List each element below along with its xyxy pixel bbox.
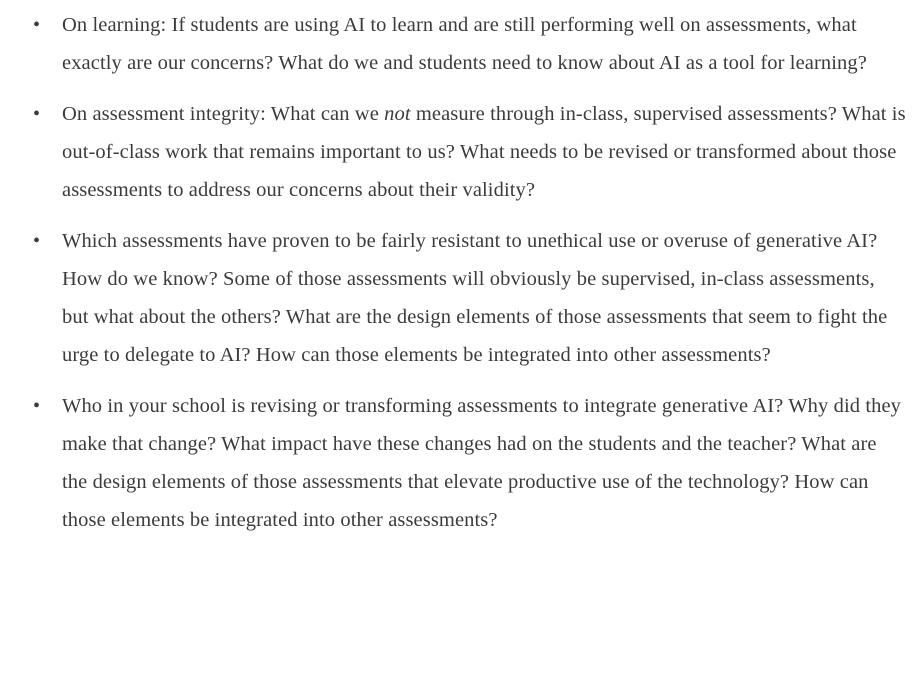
list-item-resistant-assessments xyxy=(0,222,906,374)
bullet-text: Who in your school is revising or transforming assessments to integrate generative AI? Why did they make that change? What impact have these changes had on the students and the teacher? What are the design elements of those assessments that elevate productive use of the technology? How can those elements be integrated into other assessments? xyxy=(62,395,902,531)
list-item-on-learning xyxy=(0,6,906,82)
list-item-assessment-integrity xyxy=(0,95,906,209)
bullet-icon: • xyxy=(33,14,41,36)
bullet-text-italic: not xyxy=(384,103,411,125)
bullet-text: measure through in-class, supervised assessments? What is out-of-class work that remains important to us? What needs to be revised or transformed about those assessments to address our concerns about their validity? xyxy=(62,103,906,201)
bullet-icon: • xyxy=(33,103,41,125)
bullet-list xyxy=(0,6,906,539)
bullet-text: Which assessments have proven to be fairly resistant to unethical use or overuse of generative AI? How do we know? Some of those assessments will obviously be supervised, in-class assessments, but what about the others? What are the design elements of those assessments that seem to fight the urge to delegate to AI? How can those elements be integrated into other assessments? xyxy=(62,230,888,366)
bullet-icon: • xyxy=(33,395,41,417)
bullet-text: On learning: If students are using AI to learn and are still performing well on assessments, what exactly are our concerns? What do we and students need to know about AI as a tool for learning? xyxy=(62,14,867,74)
bullet-icon: • xyxy=(33,230,41,252)
list-item-revising-assessments xyxy=(0,387,906,539)
bullet-text: On assessment integrity: What can we xyxy=(62,103,385,125)
